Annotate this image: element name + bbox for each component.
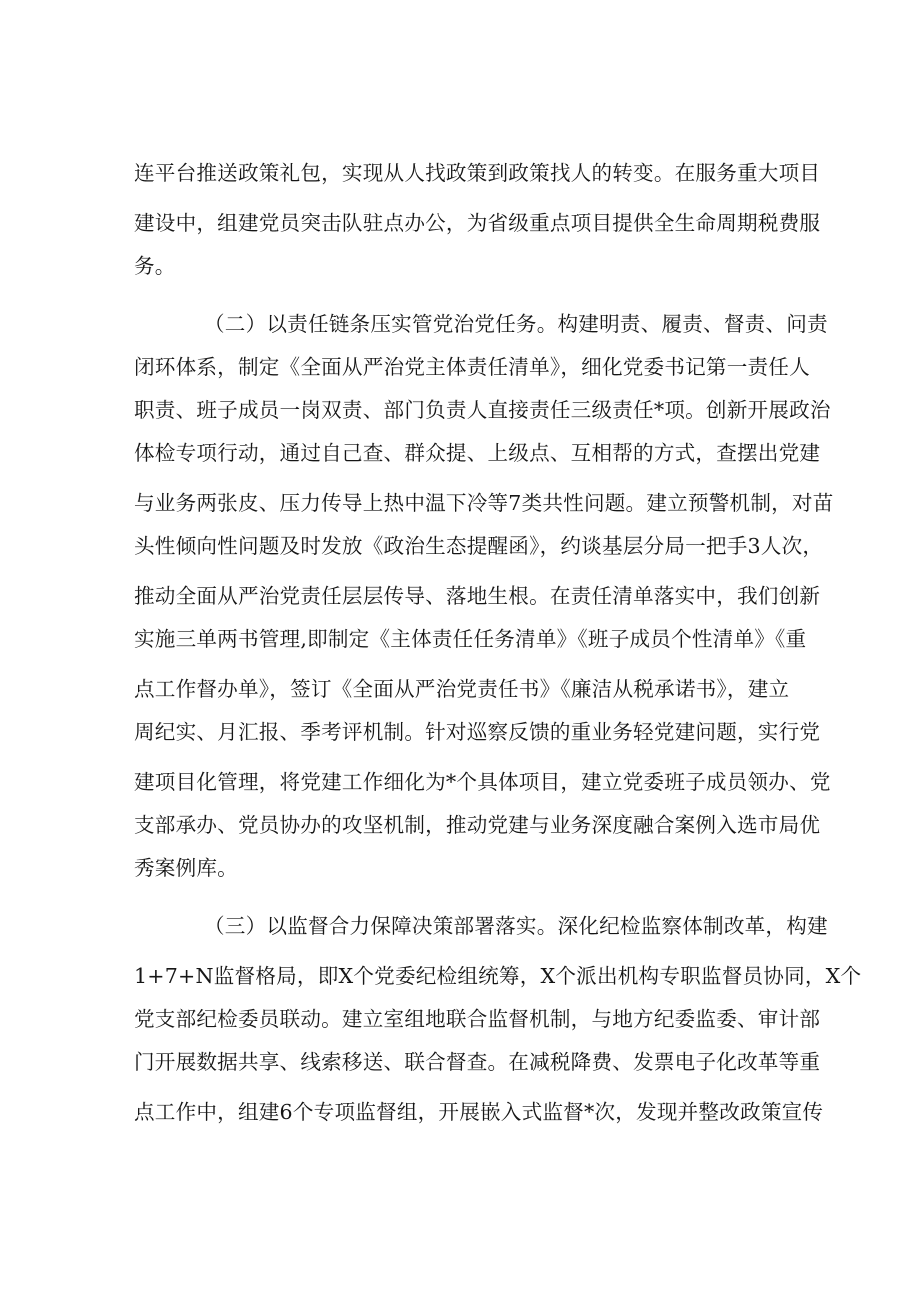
paragraph-line: 连平台推送政策礼包，实现从人找政策到政策找人的转变。在服务重大项目 — [134, 161, 821, 185]
paragraph-line: 点工作督办单》，签订《全面从严治党责任书》《廉洁从税承诺书》，建立 — [134, 677, 790, 701]
paragraph-line: 头性倾向性问题及时发放《政治生态提醒函》，约谈基层分局一把手3人次， — [134, 534, 824, 558]
paragraph-line: 建项目化管理，将党建工作细化为*个具体项目，建立党委班子成员领办、党 — [134, 770, 831, 794]
paragraph-line: 与业务两张皮、压力传导上热中温下冷等7类共性问题。建立预警机制，对苗 — [134, 491, 834, 515]
paragraph-line: 务。 — [134, 254, 176, 278]
paragraph-line: 秀案例库。 — [134, 856, 238, 880]
paragraph-line: 闭环体系，制定《全面从严治党主体责任清单》，细化党委书记第一责任人 — [134, 355, 810, 379]
paragraph-line: 周纪实、月汇报、季考评机制。针对巡察反馈的重业务轻党建问题，实行党 — [134, 720, 821, 744]
section-heading-line: （三）以监督合力保障决策部署落实。深化纪检监察体制改革，构建 — [204, 914, 828, 938]
paragraph-line: 支部承办、党员协办的攻坚机制，推动党建与业务深度融合案例入选市局优 — [134, 813, 821, 837]
paragraph-line: 党支部纪检委员联动。建立室组地联合监督机制，与地方纪委监委、审计部 — [134, 1007, 821, 1031]
paragraph-line: 1+7+N监督格局，即X个党委纪检组统筹，X个派出机构专职监督员协同，X个 — [134, 964, 862, 988]
section-heading-line: （二）以责任链条压实管党治党任务。构建明责、履责、督责、问责 — [204, 312, 828, 336]
paragraph-line: 推动全面从严治党责任层层传导、落地生根。在责任清单落实中，我们创新 — [134, 584, 821, 608]
paragraph-line: 建设中，组建党员突击队驻点办公，为省级重点项目提供全生命周期税费服 — [134, 211, 821, 235]
paragraph-line: 门开展数据共享、线索移送、联合督查。在减税降费、发票电子化改革等重 — [134, 1050, 821, 1074]
paragraph-line: 体检专项行动，通过自己查、群众提、上级点、互相帮的方式，查摆出党建 — [134, 441, 821, 465]
paragraph-line: 实施三单两书管理,即制定《主体责任任务清单》《班子成员个性清单》《重 — [134, 627, 807, 651]
paragraph-line: 职责、班子成员一岗双责、部门负责人直接责任三级责任*项。创新开展政治 — [134, 398, 831, 422]
paragraph-line: 点工作中，组建6个专项监督组，开展嵌入式监督*次，发现并整改政策宣传 — [134, 1100, 824, 1124]
